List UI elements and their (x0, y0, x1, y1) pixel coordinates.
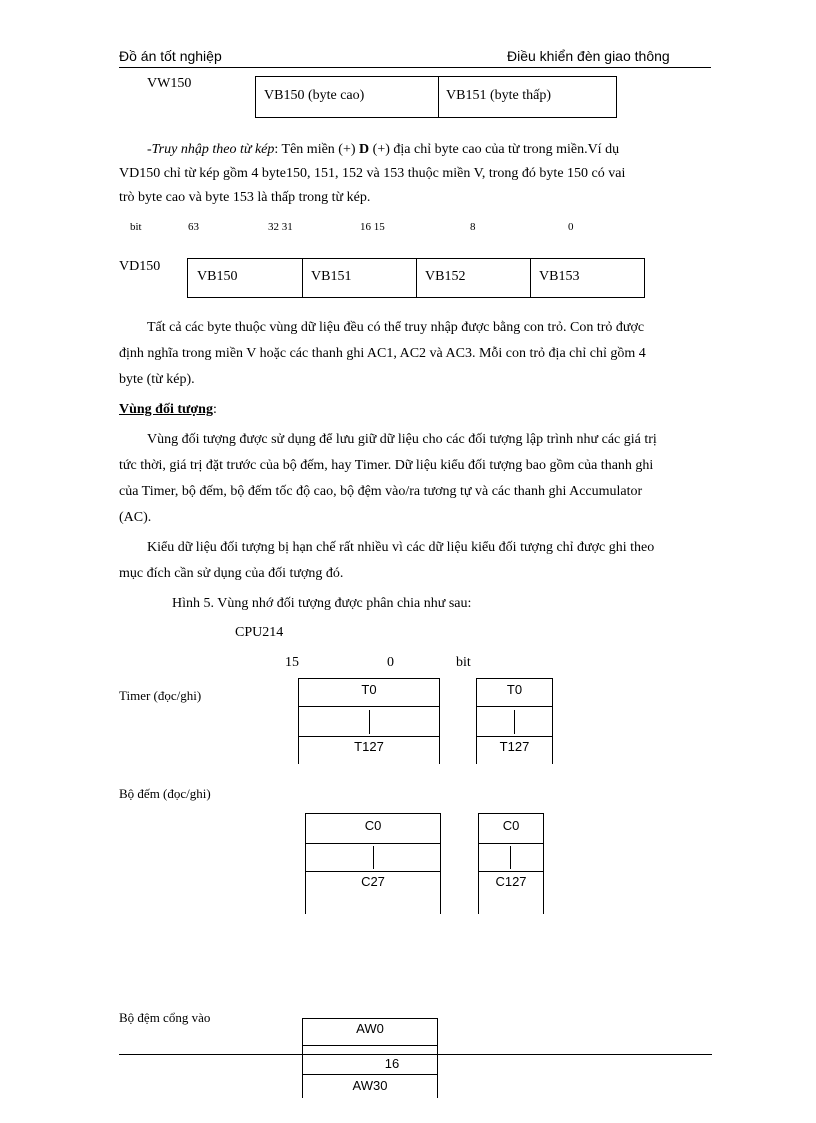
counter-label: Bộ đếm (đọc/ghi) (119, 786, 211, 801)
object-heading (119, 397, 217, 423)
pointer-para-line2: định nghĩa trong miền V hoặc các thanh ghi AC1, AC2 và AC3. Mỗi con trỏ địa chỉ chỉ gồm 4 (119, 346, 646, 361)
vw-label: VW150 (147, 76, 192, 91)
header-right-title: Điều khiển đèn giao thông (507, 48, 670, 64)
vd-bit-32-31: 32 31 (268, 221, 293, 233)
figure-bit-15: 15 (285, 655, 299, 670)
header-left-title: Đồ án tốt nghiệp (119, 48, 222, 64)
header-divider (119, 67, 711, 68)
vd-label: VD150 (119, 259, 161, 274)
pointer-para-line1: Tất cả các byte thuộc vùng dữ liệu đều có thể truy nhập được bằng con trỏ. Con trỏ được (147, 320, 645, 335)
counter-right-bottom: C127 (495, 874, 527, 889)
pointer-para-line3: byte (từ kép). (119, 372, 195, 387)
timer-right-block (476, 678, 553, 764)
input-block (302, 1018, 438, 1098)
dword-text-b: (+) địa chỉ byte cao của từ trong miền.Ví dụ (369, 142, 620, 157)
timer-left-block (298, 678, 440, 764)
input-mid: 16 (384, 1056, 400, 1071)
object-p1-line2: tức thời, giá trị đặt trước của bộ đếm, hay Timer. Dữ liệu kiểu đối tượng bao gồm của thanh ghi (119, 458, 654, 473)
vw-cell-high: VB150 (byte cao) (264, 88, 365, 103)
vd-cell-3: VB152 (425, 269, 466, 284)
figure-caption: Hình 5. Vùng nhớ đối tượng được phân chia như sau: (172, 596, 472, 611)
counter-left-bottom: C27 (361, 874, 385, 889)
vd-bit-16-15: 16 15 (360, 221, 385, 233)
dword-bold: D (359, 142, 370, 157)
object-p2-line2: mục đích cần sử dụng của đối tượng đó. (119, 566, 344, 581)
dword-para-line3: trò byte cao và byte 153 là thấp trong từ kép. (119, 190, 371, 205)
object-heading-colon: : (212, 402, 217, 417)
object-p1-line3: của Timer, bộ đếm, bộ đếm tốc độ cao, bộ đệm vào/ra tương tự và các thanh ghi Accumulator (119, 484, 643, 499)
dword-para-line2: VD150 chỉ từ kép gồm 4 byte150, 151, 152 và 153 thuộc miền V, trong đó byte 150 có vai (119, 166, 626, 181)
object-heading-text: Vùng đối tượng (119, 402, 213, 417)
object-p1-line1: Vùng đối tượng được sử dụng để lưu giữ dữ liệu cho các đối tượng lập trình như các giá trị (147, 432, 657, 447)
object-p2-line1: Kiểu dữ liệu đối tượng bị hạn chế rất nhiều vì các dữ liệu kiểu đối tượng chỉ được ghi theo (147, 540, 655, 555)
counter-left-block (305, 813, 441, 914)
footer-divider (119, 1054, 712, 1055)
vd-cell-2: VB151 (311, 269, 352, 284)
vd-bit-8: 8 (470, 221, 476, 233)
timer-left-top: T0 (361, 682, 377, 697)
vd-bit-63: 63 (188, 221, 199, 233)
vw-table (255, 76, 617, 118)
vd-cell-1: VB150 (197, 269, 238, 284)
vd-bit-0: 0 (568, 221, 574, 233)
vw-divider (438, 77, 439, 117)
vd-divider-2 (416, 259, 417, 297)
input-label: Bộ đệm cổng vào (119, 1010, 211, 1025)
counter-left-top: C0 (364, 818, 382, 833)
counter-right-block (478, 813, 544, 914)
input-bottom: AW30 (352, 1078, 388, 1093)
object-p1-line4: (AC). (119, 510, 152, 525)
timer-left-bottom: T127 (354, 739, 384, 754)
vd-divider-3 (530, 259, 531, 297)
vd-cell-4: VB153 (539, 269, 580, 284)
timer-right-bottom: T127 (499, 739, 530, 754)
vd-bit-word: bit (130, 221, 142, 233)
counter-right-top: C0 (502, 818, 520, 833)
figure-bit-0: 0 (387, 655, 394, 670)
dword-text-a: : Tên miền (+) (274, 142, 360, 157)
cpu-label: CPU214 (235, 625, 284, 640)
dword-para-line1 (147, 137, 717, 163)
dword-intro: -Truy nhập theo từ kép (147, 142, 275, 157)
timer-right-top: T0 (506, 682, 523, 697)
vw-cell-low: VB151 (byte thấp) (446, 88, 551, 103)
timer-label: Timer (đọc/ghi) (119, 688, 202, 703)
input-top: AW0 (356, 1021, 384, 1036)
vd-table (187, 258, 645, 298)
figure-bit-word: bit (456, 655, 471, 670)
vd-divider-1 (302, 259, 303, 297)
